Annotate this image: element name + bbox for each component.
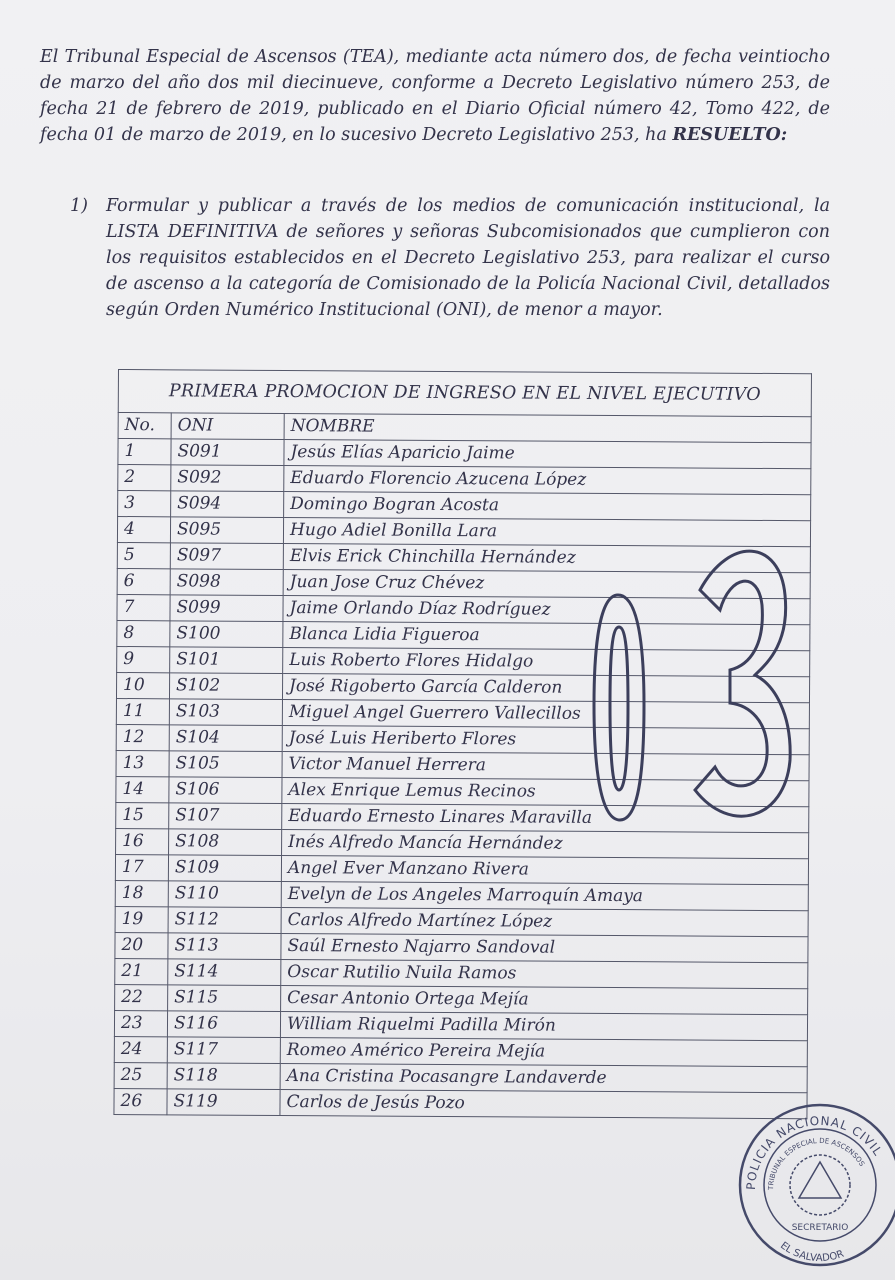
header-nombre: NOMBRE xyxy=(284,414,811,443)
svg-text:POLICIA NACIONAL CIVIL xyxy=(744,1114,885,1190)
intro-paragraph xyxy=(40,44,830,148)
cell-nombre: Domingo Bogran Acosta xyxy=(284,492,811,521)
cell-oni: S112 xyxy=(168,907,281,934)
cell-no: 15 xyxy=(116,802,169,828)
cell-oni: S118 xyxy=(167,1063,280,1090)
cell-nombre: Saúl Ernesto Najarro Sandoval xyxy=(281,934,808,963)
cell-no: 11 xyxy=(116,698,169,724)
cell-no: 10 xyxy=(116,672,169,698)
cell-oni: S106 xyxy=(169,777,282,804)
cell-nombre: Carlos de Jesús Pozo xyxy=(280,1090,807,1119)
cell-oni: S104 xyxy=(169,725,282,752)
table-row xyxy=(114,1088,807,1118)
cell-no: 22 xyxy=(115,984,168,1010)
svg-text:EL SALVADOR xyxy=(778,1240,845,1264)
cell-oni: S109 xyxy=(168,855,281,882)
cell-no: 6 xyxy=(117,568,170,594)
cell-oni: S117 xyxy=(167,1037,280,1064)
cell-nombre: Eduardo Ernesto Linares Maravilla xyxy=(282,804,809,833)
cell-oni: S099 xyxy=(170,595,283,622)
cell-no: 16 xyxy=(116,828,169,854)
cell-no: 21 xyxy=(115,958,168,984)
cell-nombre: Carlos Alfredo Martínez López xyxy=(281,908,808,937)
seal-role-text: SECRETARIO xyxy=(791,1223,849,1233)
cell-no: 8 xyxy=(117,620,170,646)
cell-oni: S115 xyxy=(168,985,281,1012)
cell-oni: S097 xyxy=(170,543,283,570)
seal-bottom-text: EL SALVADOR xyxy=(778,1240,846,1265)
cell-no: 7 xyxy=(117,594,170,620)
cell-no: 1 xyxy=(118,439,171,465)
table-body xyxy=(114,439,811,1119)
cell-nombre: Luis Roberto Flores Hidalgo xyxy=(283,648,810,677)
cell-nombre: José Rigoberto García Calderon xyxy=(282,674,809,703)
cell-oni: S094 xyxy=(171,491,284,518)
cell-no: 13 xyxy=(116,750,169,776)
cell-no: 24 xyxy=(114,1036,167,1062)
svg-text:TRIBUNAL ESPECIAL DE ASCENSOS xyxy=(767,1137,866,1191)
cell-oni: S091 xyxy=(171,439,284,466)
cell-oni: S108 xyxy=(169,829,282,856)
resolution-text: Formular y publicar a través de los medios de comunicación institucional, la LISTA DEFINITIVA de señores y señoras Subcomisionados que cumplieron con los requisitos establecidos en el Decreto Legislativo 253, para realizar el curso de ascenso a la categoría de Comisionado de la Policía Nacional Civil, detallados según Orden Numérico Institucional (ONI), de menor a mayor. xyxy=(106,196,830,320)
header-oni: ONI xyxy=(171,413,284,440)
cell-no: 18 xyxy=(115,880,168,906)
cell-nombre: Alex Enrique Lemus Recinos xyxy=(282,778,809,807)
table-title: PRIMERA PROMOCION DE INGRESO EN EL NIVEL EJECUTIVO xyxy=(118,370,811,417)
cell-no: 19 xyxy=(115,906,168,932)
cell-nombre: William Riquelmi Padilla Mirón xyxy=(280,1012,807,1041)
cell-oni: S095 xyxy=(170,517,283,544)
cell-no: 23 xyxy=(114,1010,167,1036)
cell-nombre: Oscar Rutilio Nuila Ramos xyxy=(281,960,808,989)
header-no: No. xyxy=(118,413,171,439)
cell-oni: S113 xyxy=(168,933,281,960)
resolution-item xyxy=(70,193,830,323)
resolution-number: 1) xyxy=(70,196,88,216)
cell-nombre: Victor Manuel Herrera xyxy=(282,752,809,781)
cell-no: 17 xyxy=(115,854,168,880)
cell-nombre: Cesar Antonio Ortega Mejía xyxy=(281,986,808,1015)
cell-nombre: Romeo Américo Pereira Mejía xyxy=(280,1038,807,1067)
cell-nombre: Blanca Lidia Figueroa xyxy=(283,622,810,651)
roster-table xyxy=(113,369,812,1119)
cell-no: 12 xyxy=(116,724,169,750)
cell-nombre: Evelyn de Los Angeles Marroquín Amaya xyxy=(281,882,808,911)
cell-no: 3 xyxy=(118,491,171,517)
cell-no: 14 xyxy=(116,776,169,802)
cell-nombre: Ana Cristina Pocasangre Landaverde xyxy=(280,1064,807,1093)
cell-no: 25 xyxy=(114,1062,167,1088)
cell-nombre: Inés Alfredo Mancía Hernández xyxy=(282,830,809,859)
cell-oni: S116 xyxy=(167,1011,280,1038)
cell-no: 26 xyxy=(114,1088,167,1114)
official-seal xyxy=(735,1100,895,1270)
intro-text: El Tribunal Especial de Ascensos (TEA), mediante acta número dos, de fecha veintiocho de marzo del año dos mil diecinueve, conforme a Decreto Legislativo número 253, de fecha 21 de febrero de 2019, publicado en el Diario Oficial número 42, Tomo 422, de fecha 01 de marzo de 2019, en lo sucesivo Decreto Legislativo 253, ha xyxy=(40,47,830,145)
cell-oni: S092 xyxy=(171,465,284,492)
cell-oni: S098 xyxy=(170,569,283,596)
cell-nombre: Angel Ever Manzano Rivera xyxy=(281,856,808,885)
cell-nombre: Elvis Erick Chinchilla Hernández xyxy=(283,544,810,573)
intro-resolved-label: RESUELTO: xyxy=(672,125,788,145)
cell-nombre: Miguel Angel Guerrero Vallecillos xyxy=(282,700,809,729)
cell-nombre: José Luis Heriberto Flores xyxy=(282,726,809,755)
cell-oni: S119 xyxy=(167,1089,280,1116)
seal-top-text: POLICIA NACIONAL CIVIL xyxy=(743,1113,886,1191)
cell-oni: S100 xyxy=(170,621,283,648)
cell-oni: S101 xyxy=(170,647,283,674)
cell-nombre: Juan Jose Cruz Chévez xyxy=(283,570,810,599)
cell-oni: S103 xyxy=(169,699,282,726)
table-title-row xyxy=(118,370,811,417)
stamp-number-text: 03 xyxy=(692,845,694,846)
cell-nombre: Hugo Adiel Bonilla Lara xyxy=(283,518,810,547)
cell-oni: S107 xyxy=(169,803,282,830)
cell-oni: S114 xyxy=(168,959,281,986)
cell-no: 4 xyxy=(117,517,170,543)
cell-oni: S102 xyxy=(169,673,282,700)
cell-nombre: Jesús Elías Aparicio Jaime xyxy=(284,440,811,469)
cell-nombre: Eduardo Florencio Azucena López xyxy=(284,466,811,495)
cell-no: 9 xyxy=(117,646,170,672)
cell-no: 5 xyxy=(117,542,170,568)
cell-no: 2 xyxy=(118,465,171,491)
seal-inner-text: TRIBUNAL ESPECIAL DE ASCENSOS xyxy=(766,1136,866,1191)
cell-nombre: Jaime Orlando Díaz Rodríguez xyxy=(283,596,810,625)
cell-no: 20 xyxy=(115,932,168,958)
cell-oni: S105 xyxy=(169,751,282,778)
cell-oni: S110 xyxy=(168,881,281,908)
